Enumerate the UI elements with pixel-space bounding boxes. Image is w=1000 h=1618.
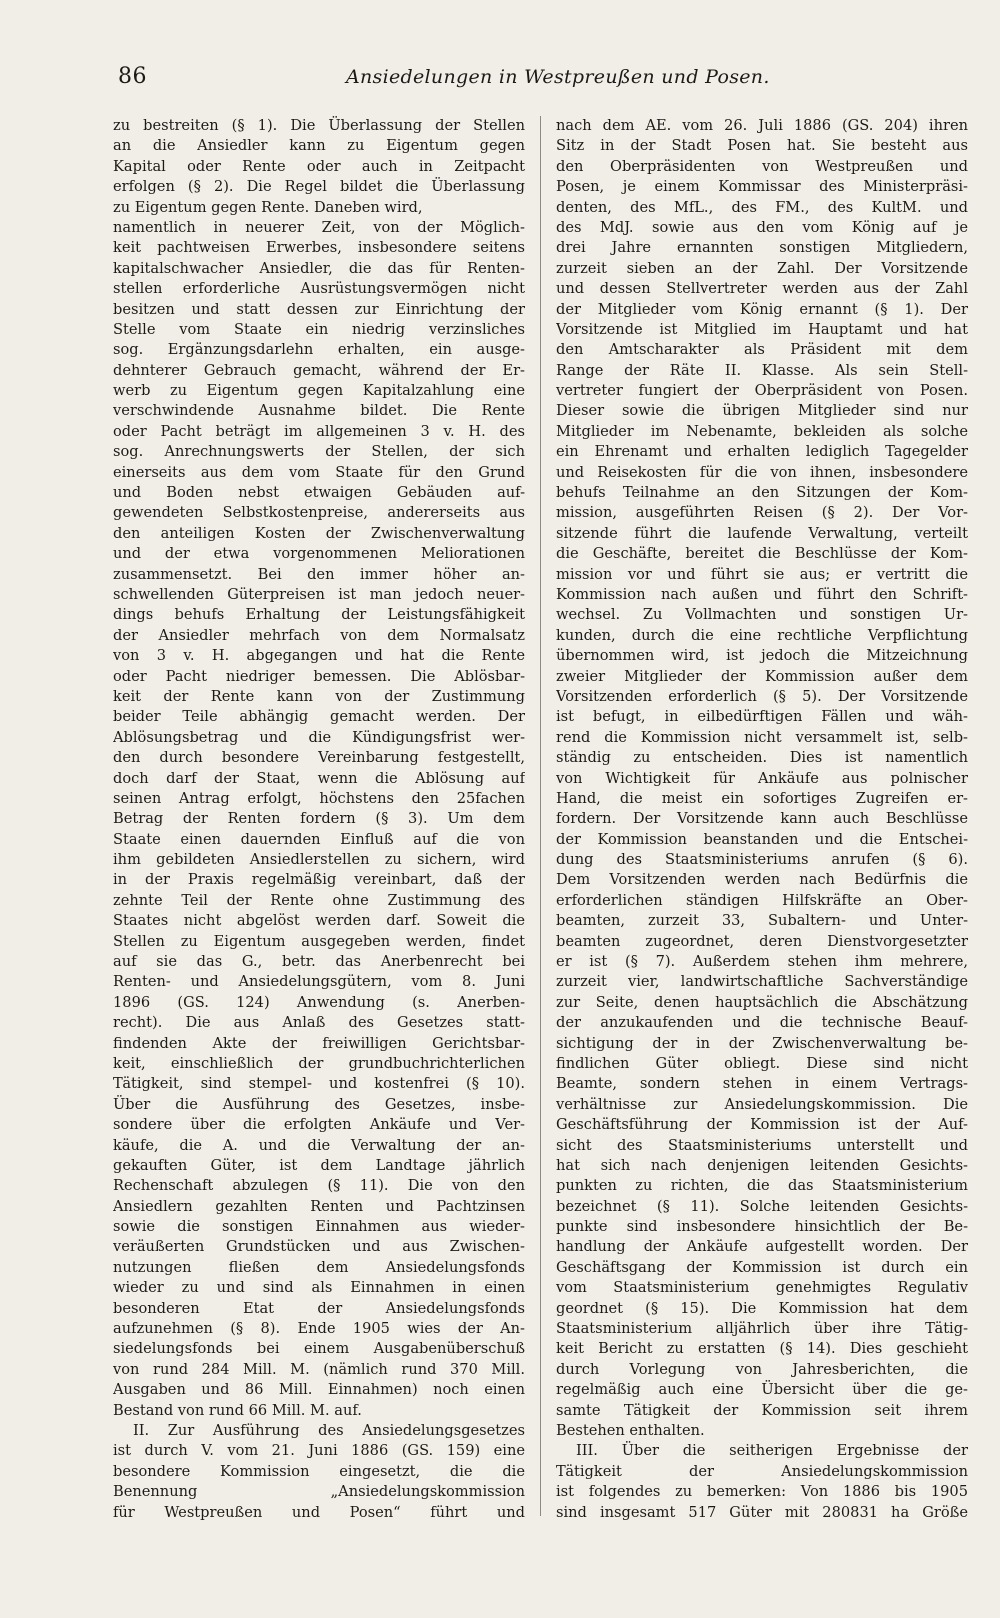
text-line: Geschäftsgang der Kommission ist durch ein	[556, 1258, 968, 1276]
column-divider	[540, 116, 541, 1516]
right-text-column	[556, 116, 968, 1523]
text-line: kapitalschwacher Ansiedler, die das für Renten-	[113, 259, 525, 277]
text-line: werb zu Eigentum gegen Kapitalzahlung eine	[113, 382, 525, 400]
text-line: stellen erforderliche Ausrüstungsvermögen nicht	[113, 280, 525, 298]
text-line: Bestand von rund 66 Mill. M. auf.	[113, 1401, 362, 1419]
text-line: punkten zu richten, die das Staatsministerium	[556, 1177, 968, 1195]
text-line: Rechenschaft abzulegen (§ 11). Die von den	[113, 1177, 525, 1195]
text-line: und Boden nebst etwaigen Gebäuden auf-	[113, 484, 525, 502]
text-line: fordern. Der Vorsitzende kann auch Beschlüsse	[556, 810, 968, 828]
text-line: sog. Ergänzungsdarlehn erhalten, ein ausge-	[113, 341, 525, 359]
text-line: an die Ansiedler kann zu Eigentum gegen	[113, 137, 525, 155]
text-line: vom Staatsministerium genehmigtes Regulativ	[556, 1279, 968, 1297]
text-line: von Wichtigkeit für Ankäufe aus polnischer	[556, 769, 968, 787]
text-line: doch darf der Staat, wenn die Ablösung auf	[113, 769, 525, 787]
text-line: Sitz in der Stadt Posen hat. Sie besteht aus	[556, 137, 968, 155]
text-line: Kapital oder Rente oder auch in Zeitpacht	[113, 157, 525, 175]
text-line: Staatsministerium alljährlich über ihre Tätig-	[556, 1320, 968, 1338]
text-line: Stelle vom Staate ein niedrig verzinsliches	[113, 320, 525, 338]
text-line: keit pachtweisen Erwerbes, insbesondere seitens	[113, 239, 525, 257]
text-line: Staate einen dauernden Einfluß auf die von	[113, 830, 525, 848]
text-line: findenden Akte der freiwilligen Gerichtsbar-	[113, 1034, 525, 1052]
text-line: keit, einschließlich der grundbuchrichterlichen	[113, 1054, 525, 1072]
text-line: von 3 v. H. abgegangen und hat die Rente	[113, 647, 525, 665]
text-line: ist durch V. vom 21. Juni 1886 (GS. 159) eine	[113, 1442, 525, 1460]
text-line: schwellenden Güterpreisen ist man jedoch neuer-	[113, 585, 525, 603]
text-line: findlichen Güter obliegt. Diese sind nicht	[556, 1054, 968, 1072]
text-line: durch Vorlegung von Jahresberichten, die	[556, 1360, 968, 1378]
text-line: ist folgendes zu bemerken: Von 1886 bis 1905	[556, 1483, 968, 1501]
text-line: Geschäftsführung der Kommission ist der Auf-	[556, 1116, 968, 1134]
text-line: den durch besondere Vereinbarung festgestellt,	[113, 749, 525, 767]
text-line: sichtigung der in der Zwischenverwaltung be-	[556, 1034, 968, 1052]
text-line: zurzeit sieben an der Zahl. Der Vorsitzende	[556, 259, 968, 277]
text-line: der Mitglieder vom König ernannt (§ 1). Der	[556, 300, 968, 318]
text-line: und dessen Stellvertreter werden aus der Zahl	[556, 280, 968, 298]
text-line: der Kommission beanstanden und die Entschei-	[556, 830, 968, 848]
text-line: samte Tätigkeit der Kommission seit ihrem	[556, 1401, 968, 1419]
text-line: verhältnisse zur Ansiedelungskommission. Die	[556, 1095, 968, 1113]
text-line: für Westpreußen und Posen“ führt und	[113, 1503, 525, 1521]
text-line: Bestehen enthalten.	[556, 1422, 705, 1439]
text-line: sondere über die erfolgten Ankäufe und Ver-	[113, 1116, 525, 1134]
text-line: zur Seite, denen hauptsächlich die Abschätzung	[556, 993, 968, 1011]
text-line: namentlich in neuerer Zeit, von der Möglich-	[113, 218, 525, 236]
text-line: von rund 284 Mill. M. (nämlich rund 370 Mill.	[113, 1360, 525, 1378]
text-line: Mitglieder im Nebenamte, bekleiden als solche	[556, 422, 968, 440]
text-line: zusammensetzt. Bei den immer höher an-	[113, 565, 525, 583]
text-line: Stellen zu Eigentum ausgegeben werden, findet	[113, 932, 525, 950]
text-line: keit Bericht zu erstatten (§ 14). Dies geschieht	[556, 1340, 968, 1358]
text-line: den anteiligen Kosten der Zwischenverwaltung	[113, 524, 525, 542]
text-line: Benennung „Ansiedelungskommission	[113, 1483, 525, 1501]
text-line: behufs Teilnahme an den Sitzungen der Kom-	[556, 484, 968, 502]
text-line: dung des Staatsministeriums anrufen (§ 6).	[556, 851, 968, 869]
text-line: oder Pacht beträgt im allgemeinen 3 v. H. des	[113, 422, 525, 440]
text-line: kunden, durch die eine rechtliche Verpflichtung	[556, 626, 968, 644]
text-line: wechsel. Zu Vollmachten und sonstigen Ur-	[556, 606, 968, 624]
text-line: dehnterer Gebrauch gemacht, während der Er-	[113, 361, 525, 379]
text-line: vertreter fungiert der Oberpräsident von Posen.	[556, 382, 968, 400]
text-line: Tätigkeit der Ansiedelungskommission	[556, 1462, 968, 1480]
text-line: sicht des Staatsministeriums unterstellt und	[556, 1136, 968, 1154]
text-line: nach dem AE. vom 26. Juli 1886 (GS. 204) ihren	[556, 117, 968, 134]
text-line: Ausgaben und 86 Mill. Einnahmen) noch einen	[113, 1381, 525, 1399]
text-line: der anzukaufenden und die technische Beauf-	[556, 1014, 968, 1032]
text-line: rend die Kommission nicht versammelt ist, selb-	[556, 728, 968, 746]
text-line: mission vor und führt sie aus; er vertritt die	[556, 565, 968, 583]
text-line: er ist (§ 7). Außerdem stehen ihm mehrere,	[556, 953, 968, 971]
text-line: Posen, je einem Kommissar des Ministerpräsi-	[556, 178, 968, 196]
text-line: Vorsitzende ist Mitglied im Hauptamt und hat	[556, 320, 968, 338]
text-line: gewendeten Selbstkostenpreise, andererseits aus	[113, 504, 525, 522]
text-line: sind insgesamt 517 Güter mit 280831 ha Größe	[556, 1503, 968, 1521]
text-line: dings behufs Erhaltung der Leistungsfähigkeit	[113, 606, 525, 624]
text-line: Ablösungsbetrag und die Kündigungsfrist wer-	[113, 728, 525, 746]
text-line: II. Zur Ausführung des Ansiedelungsgesetzes	[133, 1422, 525, 1439]
text-line: und Reisekosten für die von ihnen, insbesondere	[556, 463, 968, 481]
text-line: Beamte, sondern stehen in einem Vertrags-	[556, 1075, 968, 1093]
text-line: erfolgen (§ 2). Die Regel bildet die Überlassung	[113, 178, 525, 196]
text-line: recht). Die aus Anlaß des Gesetzes statt-	[113, 1014, 525, 1032]
text-line: die Geschäfte, bereitet die Beschlüsse der Kom-	[556, 545, 968, 563]
text-line: ständig zu entscheiden. Dies ist namentlich	[556, 749, 968, 767]
text-line: Staates nicht abgelöst werden darf. Soweit die	[113, 912, 525, 930]
text-line: besonderen Etat der Ansiedelungsfonds	[113, 1299, 525, 1317]
text-line: Über die Ausführung des Gesetzes, insbe-	[113, 1095, 525, 1113]
text-line: keit der Rente kann von der Zustimmung	[113, 687, 525, 705]
text-line: besondere Kommission eingesetzt, die die	[113, 1462, 525, 1480]
text-line: hat sich nach denjenigen leitenden Gesichts-	[556, 1156, 968, 1174]
text-line: zehnte Teil der Rente ohne Zustimmung des	[113, 891, 525, 909]
text-line: Kommission nach außen und führt den Schrift-	[556, 585, 968, 603]
text-line: III. Über die seitherigen Ergebnisse der	[576, 1442, 968, 1460]
text-line: ist befugt, in eilbedürftigen Fällen und wäh-	[556, 708, 968, 726]
text-line: beamten zugeordnet, deren Dienstvorgesetzter	[556, 932, 968, 950]
text-line: Ansiedlern gezahlten Renten und Pachtzinsen	[113, 1197, 525, 1215]
text-line: der Ansiedler mehrfach von dem Normalsatz	[113, 626, 525, 644]
text-line: des MdJ. sowie aus den vom König auf je	[556, 218, 968, 236]
text-line: handlung der Ankäufe aufgestellt worden. Der	[556, 1238, 968, 1256]
text-line: drei Jahre ernannten sonstigen Mitgliedern,	[556, 239, 968, 257]
text-line: veräußerten Grundstücken und aus Zwischen-	[113, 1238, 525, 1256]
running-head: Ansiedelungen in Westpreußen und Posen.	[346, 66, 770, 88]
text-line: Hand, die meist ein sofortiges Zugreifen er-	[556, 789, 968, 807]
text-line: zu Eigentum gegen Rente. Daneben wird,	[113, 198, 423, 216]
text-line: geordnet (§ 15). Die Kommission hat dem	[556, 1299, 968, 1317]
text-line: bezeichnet (§ 11). Solche leitenden Gesichts-	[556, 1197, 968, 1215]
page-number: 86	[118, 64, 147, 89]
text-line: nutzungen fließen dem Ansiedelungsfonds	[113, 1258, 525, 1276]
text-line: zu bestreiten (§ 1). Die Überlassung der Stellen	[113, 117, 525, 134]
text-line: ein Ehrenamt und erhalten lediglich Tagegelder	[556, 443, 968, 461]
text-line: zurzeit vier, landwirtschaftliche Sachverständige	[556, 973, 968, 991]
text-line: Range der Räte II. Klasse. Als sein Stell-	[556, 361, 968, 379]
text-line: verschwindende Ausnahme bildet. Die Rente	[113, 402, 525, 420]
text-line: ihm gebildeten Ansiedlerstellen zu sichern, wird	[113, 851, 525, 869]
text-line: oder Pacht niedriger bemessen. Die Ablösbar-	[113, 667, 525, 685]
text-line: übernommen wird, ist jedoch die Mitzeichnung	[556, 647, 968, 665]
text-line: Dem Vorsitzenden werden nach Bedürfnis die	[556, 871, 968, 889]
text-line: Tätigkeit, sind stempel- und kostenfrei (§ 10).	[113, 1075, 525, 1093]
text-line: Vorsitzenden erforderlich (§ 5). Der Vorsitzende	[556, 687, 968, 705]
text-line: beamten, zurzeit 33, Subaltern- und Unter-	[556, 912, 968, 930]
text-line: seinen Antrag erfolgt, höchstens den 25fachen	[113, 789, 525, 807]
text-line: besitzen und statt dessen zur Einrichtung der	[113, 300, 525, 318]
text-line: käufe, die A. und die Verwaltung der an-	[113, 1136, 525, 1154]
text-line: mission, ausgeführten Reisen (§ 2). Der Vor-	[556, 504, 968, 522]
text-line: und der etwa vorgenommenen Meliorationen	[113, 545, 525, 563]
text-line: sog. Anrechnungswerts der Stellen, der sich	[113, 443, 525, 461]
text-line: in der Praxis regelmäßig vereinbart, daß der	[113, 871, 525, 889]
text-line: Dieser sowie die übrigen Mitglieder sind nur	[556, 402, 968, 420]
text-line: aufzunehmen (§ 8). Ende 1905 wies der An-	[113, 1320, 525, 1338]
text-line: beider Teile abhängig gemacht werden. Der	[113, 708, 525, 726]
text-line: sowie die sonstigen Einnahmen aus wieder-	[113, 1218, 525, 1236]
left-text-column	[113, 116, 525, 1523]
text-line: wieder zu und sind als Einnahmen in einen	[113, 1279, 525, 1297]
text-line: sitzende führt die laufende Verwaltung, verteilt	[556, 524, 968, 542]
text-line: den Oberpräsidenten von Westpreußen und	[556, 157, 968, 175]
text-line: punkte sind insbesondere hinsichtlich der Be-	[556, 1218, 968, 1236]
text-line: einerseits aus dem vom Staate für den Grund	[113, 463, 525, 481]
text-line: siedelungsfonds bei einem Ausgabenüberschuß	[113, 1340, 525, 1358]
text-line: gekauften Güter, ist dem Landtage jährlich	[113, 1156, 525, 1174]
text-line: regelmäßig auch eine Übersicht über die ge-	[556, 1381, 968, 1399]
text-line: erforderlichen ständigen Hilfskräfte an Ober-	[556, 891, 968, 909]
text-line: auf sie das G., betr. das Anerbenrecht bei	[113, 953, 525, 971]
text-line: den Amtscharakter als Präsident mit dem	[556, 341, 968, 359]
text-line: zweier Mitglieder der Kommission außer dem	[556, 667, 968, 685]
text-line: Renten- und Ansiedelungsgütern, vom 8. Juni	[113, 973, 525, 991]
text-line: denten, des MfL., des FM., des KultM. und	[556, 198, 968, 216]
text-line: Betrag der Renten fordern (§ 3). Um dem	[113, 810, 525, 828]
page-header	[118, 64, 938, 100]
text-line: 1896 (GS. 124) Anwendung (s. Anerben-	[113, 993, 525, 1011]
